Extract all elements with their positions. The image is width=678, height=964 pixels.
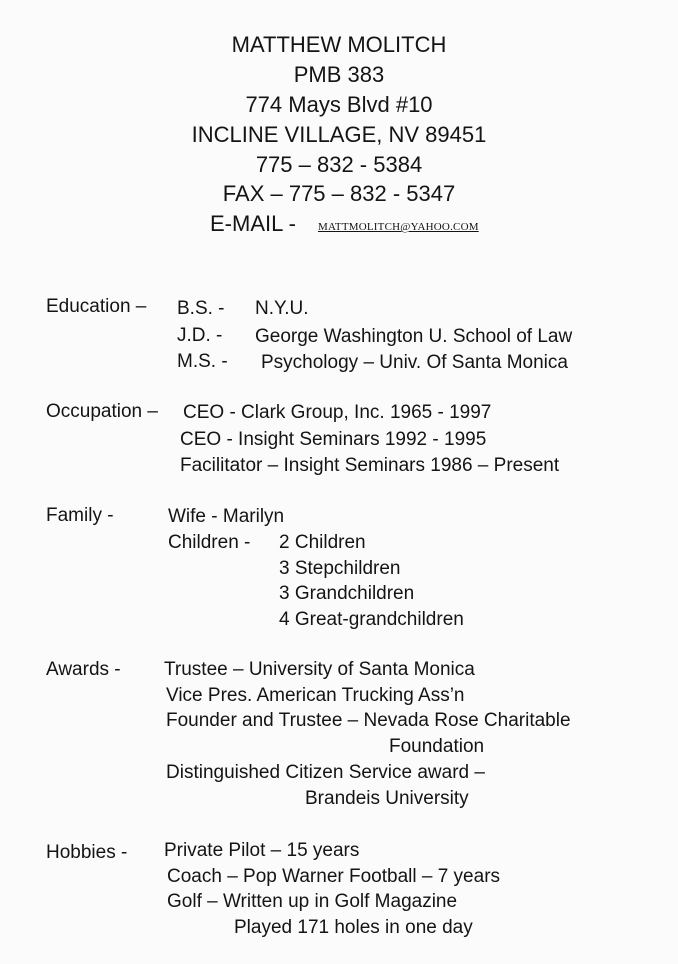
family-children-label: Children -: [168, 532, 251, 553]
family-label: Family -: [46, 505, 114, 526]
education-school: George Washington U. School of Law: [255, 326, 573, 347]
hobby-line: Coach – Pop Warner Football – 7 years: [167, 866, 501, 887]
family-children-item: 3 Grandchildren: [279, 583, 415, 604]
header-city: INCLINE VILLAGE, NV 89451: [191, 122, 487, 147]
education-school: N.Y.U.: [255, 298, 309, 319]
family-children-item: 2 Children: [279, 532, 366, 553]
hobbies-label: Hobbies -: [46, 842, 128, 863]
header-fax: FAX – 775 – 832 - 5347: [222, 181, 456, 206]
occupation-item: CEO - Insight Seminars 1992 - 1995: [180, 429, 487, 450]
header-phone: 775 – 832 - 5384: [255, 152, 423, 177]
award-line: Distinguished Citizen Service award –: [166, 762, 485, 783]
header-street: 774 Mays Blvd #10: [245, 92, 433, 117]
education-degree: M.S. -: [177, 351, 228, 372]
award-line: Vice Pres. American Trucking Ass’n: [166, 685, 465, 706]
email-label: E-MAIL -: [210, 211, 296, 236]
header-name: MATTHEW MOLITCH: [231, 32, 447, 57]
hobby-line: Played 171 holes in one day: [234, 917, 473, 938]
award-line: Trustee – University of Santa Monica: [164, 659, 475, 680]
occupation-item: Facilitator – Insight Seminars 1986 – Present: [180, 455, 560, 476]
education-degree: B.S. -: [177, 298, 225, 319]
award-line: Foundation: [389, 736, 485, 757]
education-label: Education –: [46, 296, 147, 317]
family-children-item: 3 Stepchildren: [279, 558, 401, 579]
education-degree: J.D. -: [177, 325, 223, 346]
award-line: Founder and Trustee – Nevada Rose Charitable: [166, 710, 571, 731]
header-pmb: PMB 383: [293, 62, 385, 87]
email-link[interactable]: MATTMOLITCH@YAHOO.COM: [318, 221, 479, 233]
hobby-line: Golf – Written up in Golf Magazine: [167, 891, 458, 912]
awards-label: Awards -: [46, 659, 121, 680]
education-school: Psychology – Univ. Of Santa Monica: [261, 352, 568, 373]
hobby-line: Private Pilot – 15 years: [164, 840, 360, 861]
occupation-label: Occupation –: [46, 401, 158, 422]
family-wife: Wife - Marilyn: [168, 506, 285, 527]
occupation-item: CEO - Clark Group, Inc. 1965 - 1997: [183, 402, 492, 423]
family-children-item: 4 Great-grandchildren: [279, 609, 464, 630]
award-line: Brandeis University: [305, 788, 469, 809]
